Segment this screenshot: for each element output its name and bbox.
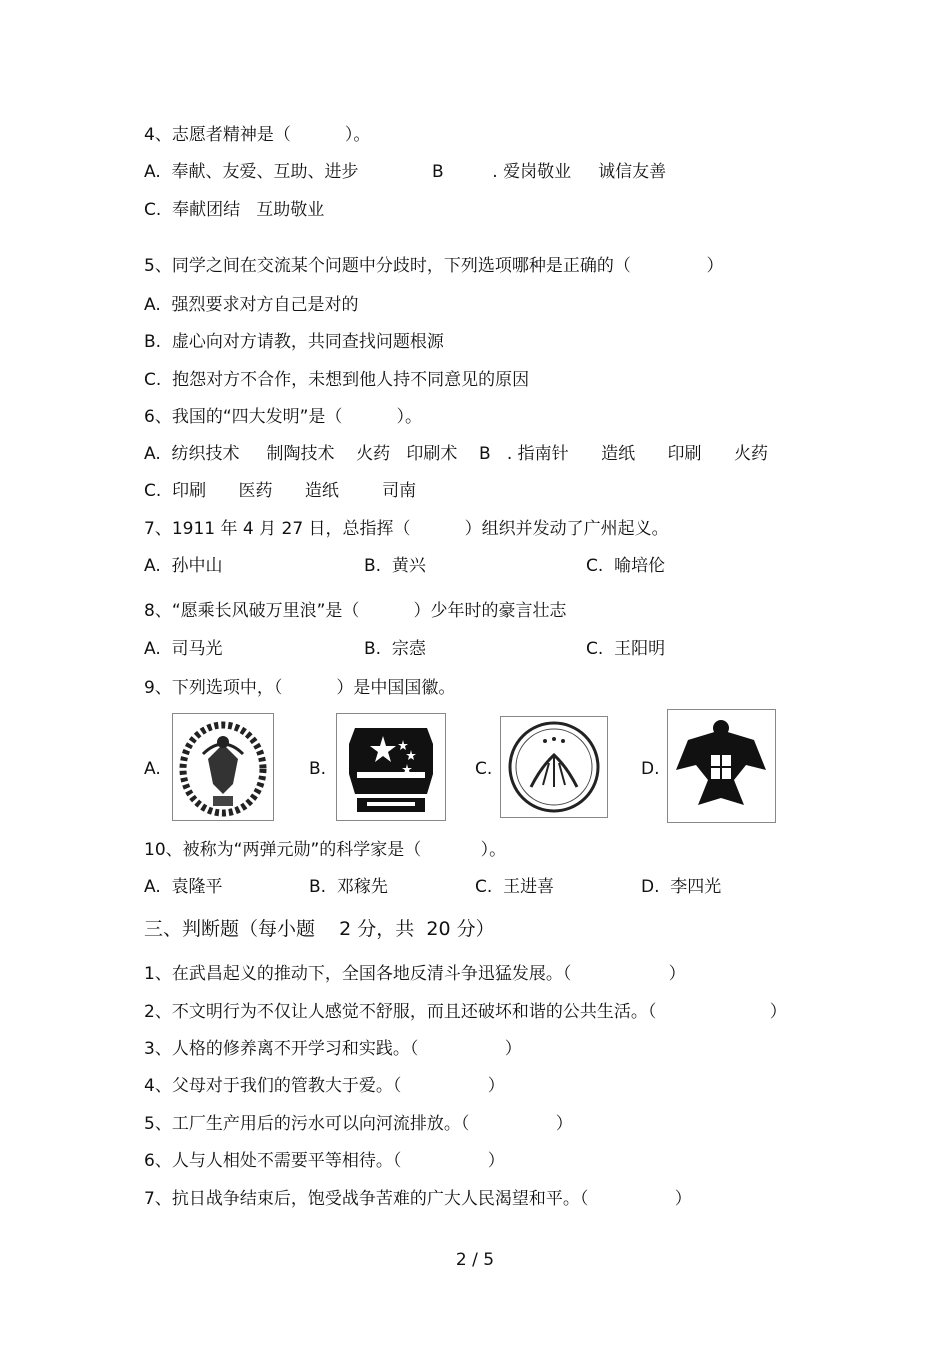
emblem-d-image xyxy=(667,709,776,823)
judgment-item: 4、父母对于我们的管教大于爱。（ ） xyxy=(144,1076,505,1096)
q7-option-a: A. 孙中山 xyxy=(144,556,223,576)
emblem-c-image xyxy=(500,716,608,818)
judgment-item: 7、抗日战争结束后，饱受战争苦难的广大人民渴望和平。（ ） xyxy=(144,1189,692,1209)
q10-stem: 10、被称为“两弹元勋”的科学家是（ ）。 xyxy=(144,840,507,860)
garuda-eagle-emblem-icon xyxy=(668,710,775,822)
judgment-item: 3、人格的修养离不开学习和实践。（ ） xyxy=(144,1039,522,1059)
page-number: 2 / 5 xyxy=(455,1250,495,1270)
q5-option-b: B. 虚心向对方请教，共同查找问题根源 xyxy=(144,332,444,352)
judgment-item: 5、工厂生产用后的污水可以向河流排放。（ ） xyxy=(144,1114,573,1134)
q8-option-c: C. 王阳明 xyxy=(586,639,666,659)
q5-stem: 5、同学之间在交流某个问题中分歧时，下列选项哪种是正确的（ ） xyxy=(144,256,724,276)
q10-option-d: D. 李四光 xyxy=(641,877,722,897)
q4-option-a: A. 奉献、友爱、互助、进步 xyxy=(144,162,359,182)
judgment-item: 2、不文明行为不仅让人感觉不舒服，而且还破坏和谐的公共生活。（ ） xyxy=(144,1002,787,1022)
q9-label-a: A. xyxy=(144,759,161,779)
q6-option-c: C. 印刷 医药 造纸 司南 xyxy=(144,481,417,501)
q10-option-c: C. 王进喜 xyxy=(475,877,555,897)
q5-option-a: A. 强烈要求对方自己是对的 xyxy=(144,295,359,315)
round-plant-emblem-icon xyxy=(501,717,607,817)
q7-option-c: C. 喻培伦 xyxy=(586,556,666,576)
q10-option-a: A. 袁隆平 xyxy=(144,877,223,897)
q6-options-ab: A. 纺织技术 制陶技术 火药 印刷术 B . 指南针 造纸 印刷 火药 xyxy=(144,444,768,464)
emblem-b-image xyxy=(336,713,446,821)
q8-option-a: A. 司马光 xyxy=(144,639,223,659)
q7-stem: 7、1911 年 4 月 27 日，总指挥（ ）组织并发动了广州起义。 xyxy=(144,519,669,539)
q4-stem: 4、志愿者精神是（ ）。 xyxy=(144,125,371,145)
wreath-eagle-emblem-icon xyxy=(173,714,273,820)
q9-label-d: D. xyxy=(641,759,660,779)
q10-option-b: B. 邓稼先 xyxy=(309,877,388,897)
chinese-national-emblem-icon xyxy=(337,714,445,820)
q6-stem: 6、我国的“四大发明”是（ ）。 xyxy=(144,407,422,427)
q4-option-c: C. 奉献团结 互助敬业 xyxy=(144,200,325,220)
judgment-item: 1、在武昌起义的推动下，全国各地反清斗争迅猛发展。（ ） xyxy=(144,964,686,984)
q9-label-c: C. xyxy=(475,759,493,779)
section-3-title: 三、判断题（每小题 2 分，共 20 分） xyxy=(144,918,495,940)
q8-stem: 8、“愿乘长风破万里浪”是（ ）少年时的豪言壮志 xyxy=(144,601,567,621)
q7-option-b: B. 黄兴 xyxy=(364,556,426,576)
emblem-a-image xyxy=(172,713,274,821)
q4-option-b: B . 爱岗敬业 诚信友善 xyxy=(432,162,667,182)
q9-label-b: B. xyxy=(309,759,327,779)
q5-option-c: C. 抱怨对方不合作，未想到他人持不同意见的原因 xyxy=(144,370,530,390)
q8-option-b: B. 宗悫 xyxy=(364,639,426,659)
q9-stem: 9、下列选项中，（ ）是中国国徽。 xyxy=(144,678,456,698)
judgment-item: 6、人与人相处不需要平等相待。（ ） xyxy=(144,1151,505,1171)
